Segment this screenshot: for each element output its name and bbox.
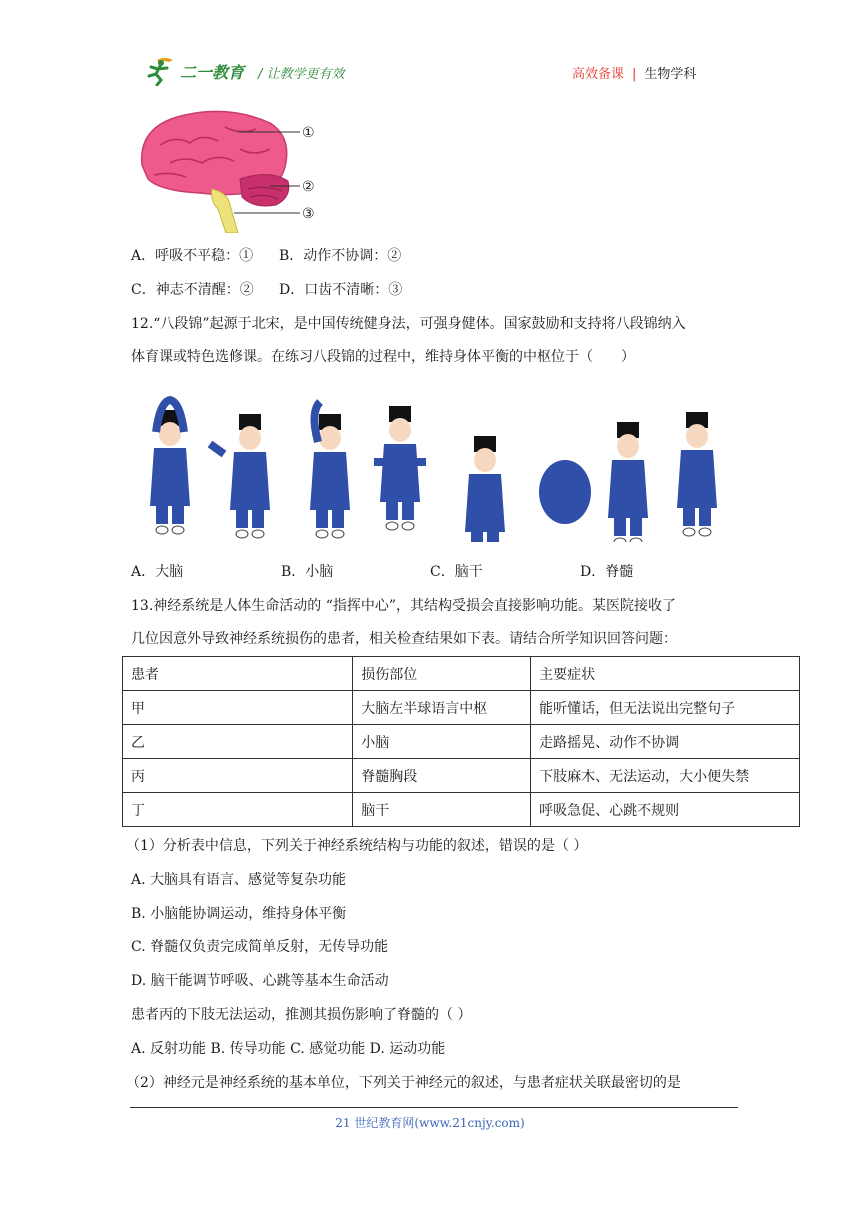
table-cell: 脊髓胸段 — [353, 759, 531, 793]
header-label-prep: 高效备课 — [572, 67, 625, 82]
q12-option-b: B．小脑 — [281, 564, 334, 580]
q11-option-a: A．呼吸不平稳：① — [131, 248, 254, 264]
q12-option-c: C．脑干 — [430, 564, 483, 580]
q13-sub1-stem: （1）分析表中信息，下列关于神经系统结构与功能的叙述，错误的是（ ） — [126, 838, 588, 854]
table-row — [123, 759, 800, 793]
q13-sub1-option-d: D. 脑干能调节呼吸、心跳等基本生命活动 — [131, 973, 389, 989]
table-cell: 丁 — [123, 793, 353, 827]
q12-option-a: A．大脑 — [131, 564, 184, 580]
q13-sub2-stem: （2）神经元是神经系统的基本单位，下列关于神经元的叙述，与患者症状关联最密切的是 — [126, 1075, 681, 1091]
table-cell: 走路摇晃、动作不协调 — [531, 725, 800, 759]
q13-stem-line2: 几位因意外导致神经系统损伤的患者，相关检查结果如下表。请结合所学知识回答问题： — [131, 631, 677, 647]
table-cell: 能听懂话，但无法说出完整句子 — [531, 691, 800, 725]
q11-option-b: B．动作不协调：② — [279, 248, 402, 264]
patient-table — [122, 656, 800, 827]
table-cell: 脑干 — [353, 793, 531, 827]
header-label-subject: 生物学科 — [644, 67, 697, 82]
header-separator: | — [632, 67, 637, 82]
table-cell: 小脑 — [353, 725, 531, 759]
q11-option-c: C．神志不清醒：② — [131, 282, 254, 298]
table-row — [123, 793, 800, 827]
q13-sub1b-stem: 患者丙的下肢无法运动，推测其损伤影响了脊髓的（ ） — [131, 1007, 472, 1023]
brain-label-1: ① — [302, 125, 315, 141]
header-slogan: / 让教学更有效 — [258, 67, 345, 82]
table-cell: 下肢麻木、无法运动，大小便失禁 — [531, 759, 800, 793]
brain-label-3: ③ — [302, 206, 315, 222]
q13-sub1-option-c: C. 脊髓仅负责完成简单反射，无传导功能 — [131, 939, 389, 955]
table-cell: 丙 — [123, 759, 353, 793]
table-header-row — [123, 657, 800, 691]
brain-label-2: ② — [302, 179, 315, 195]
table-cell: 甲 — [123, 691, 353, 725]
table-cell: 大脑左半球语言中枢 — [353, 691, 531, 725]
footer-source: 21 世纪教育网(www.21cnjy.com) — [335, 1116, 525, 1130]
logo-runner-icon — [143, 54, 183, 86]
footer-divider — [130, 1107, 738, 1108]
header-right — [572, 63, 696, 82]
table-header-cell: 患者 — [123, 657, 353, 691]
q13-sub1-option-a: A. 大脑具有语言、感觉等复杂功能 — [131, 872, 347, 888]
q13-sub1b-options: A. 反射功能 B. 传导功能 C. 感觉功能 D. 运动功能 — [131, 1041, 446, 1057]
q12-option-d: D．脊髓 — [580, 564, 634, 580]
table-cell: 呼吸急促、心跳不规则 — [531, 793, 800, 827]
logo-text: 二一教育 — [180, 63, 245, 82]
brain-figure — [130, 105, 330, 233]
q11-option-d: D．口齿不清晰：③ — [279, 282, 403, 298]
q13-sub1-option-b: B. 小脑能协调运动，维持身体平衡 — [131, 906, 347, 922]
q12-stem-line2: 体育课或特色选修课。在练习八段锦的过程中，维持身体平衡的中枢位于（ ） — [131, 349, 635, 365]
table-cell: 乙 — [123, 725, 353, 759]
table-header-cell: 主要症状 — [531, 657, 800, 691]
q12-stem-line1: 12.“八段锦”起源于北宋，是中国传统健身法，可强身健体。国家鼓励和支持将八段锦纳入 — [131, 316, 686, 332]
table-row — [123, 691, 800, 725]
table-row — [123, 725, 800, 759]
baduanjin-figure — [130, 392, 730, 542]
q13-stem-line1: 13.神经系统是人体生命活动的 “指挥中心”，其结构受损会直接影响功能。某医院接收了 — [131, 598, 677, 614]
table-header-cell: 损伤部位 — [353, 657, 531, 691]
